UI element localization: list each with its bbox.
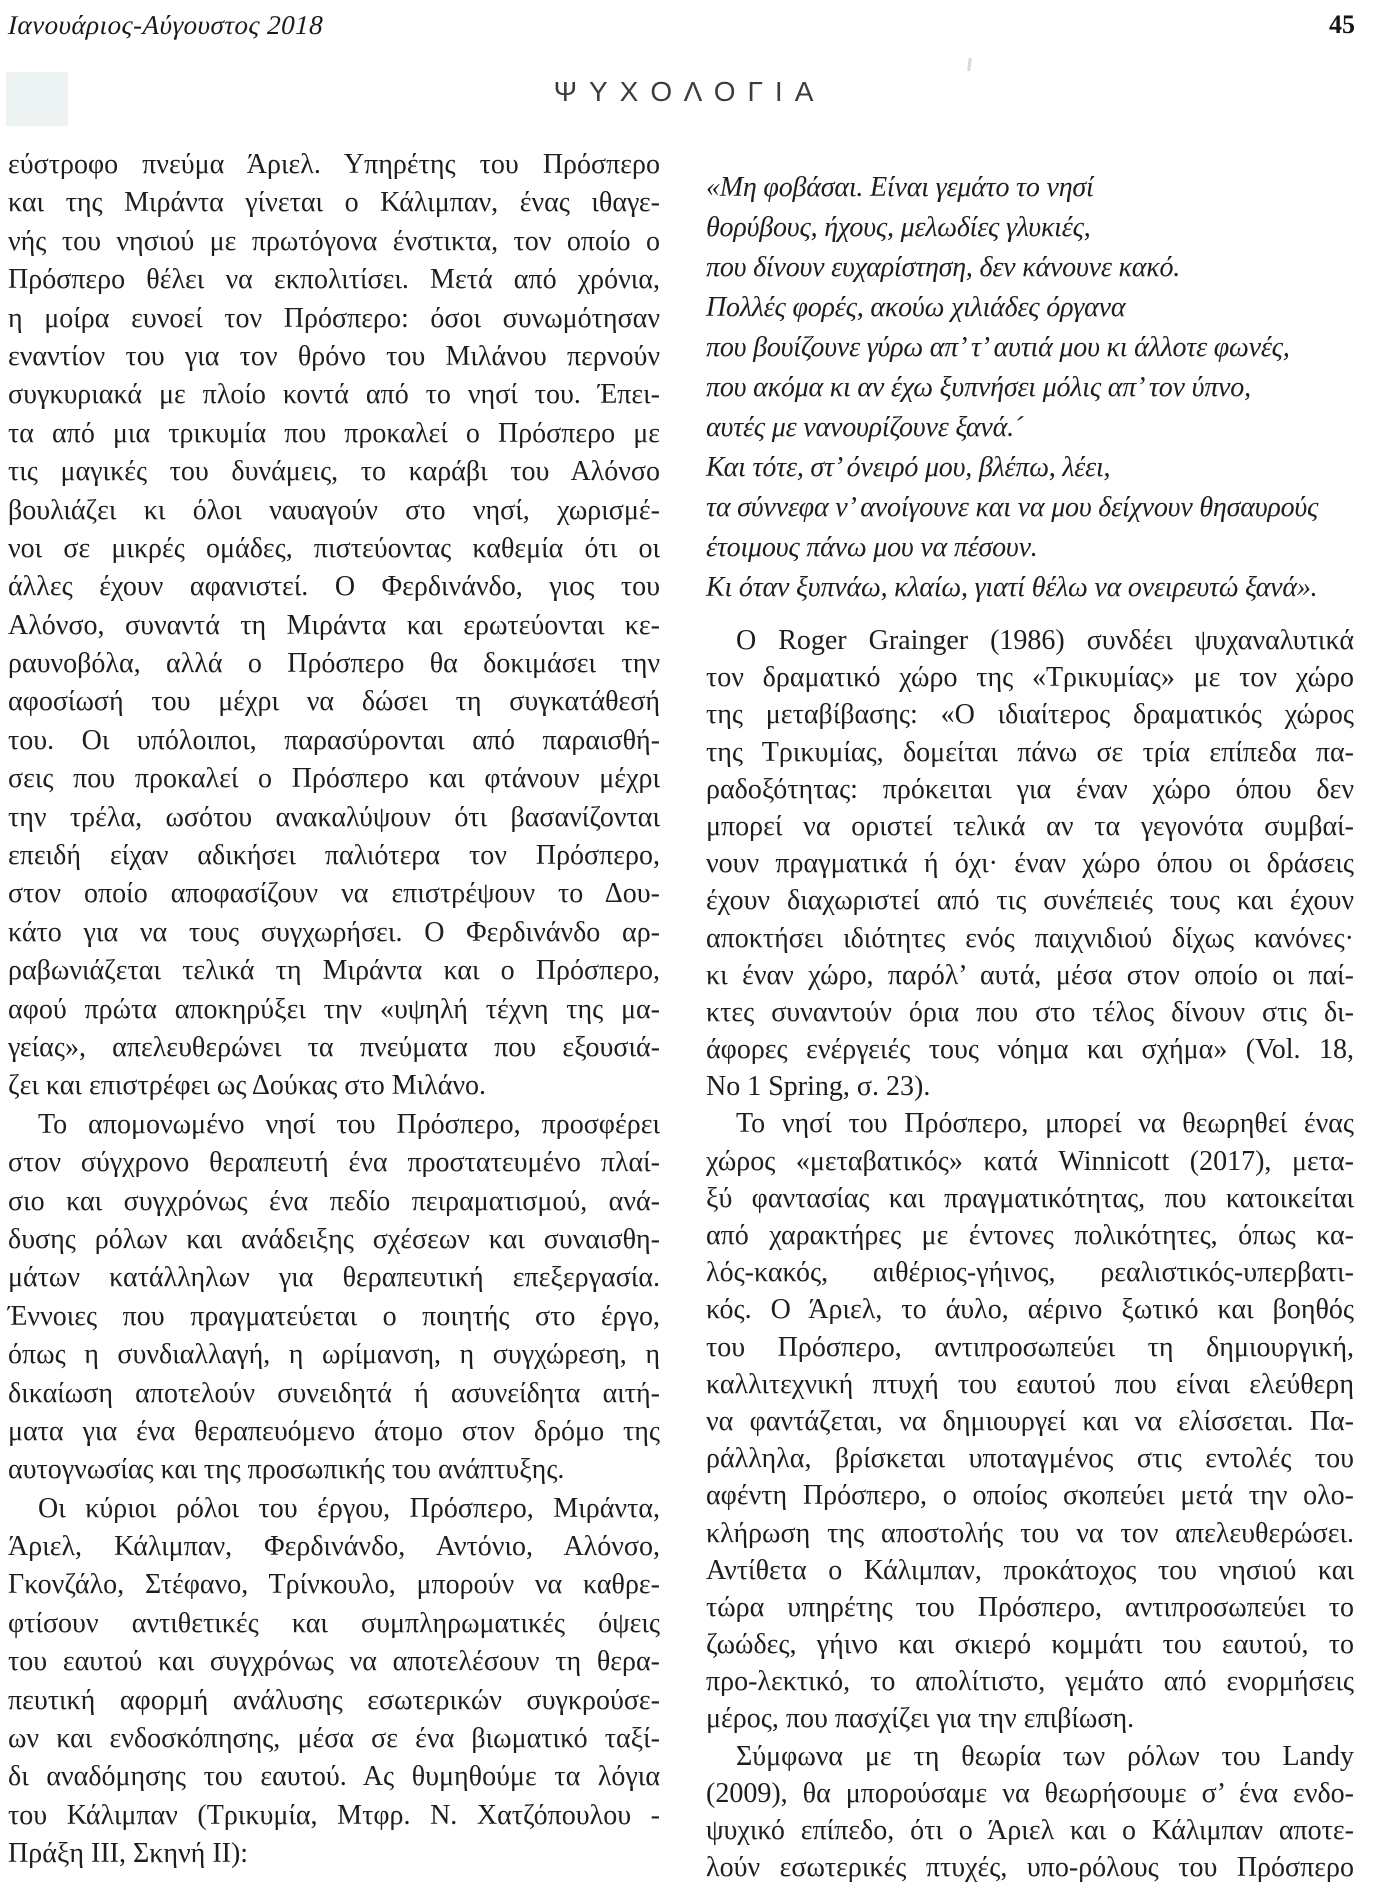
text-line: μέρος, που πασχίζει για την επιβίωση.: [706, 1703, 1135, 1735]
text-line: αφοσίωσή του μέχρι να δώσει τη συγκατάθεσή: [8, 686, 660, 718]
poem-line: «Μη φοβάσαι. Είναι γεμάτο το νησί: [706, 172, 1094, 203]
text-line: βουλιάζει κι όλοι ναυαγούν στο νησί, χωρισμέ-: [8, 494, 660, 526]
text-line: μπορεί να οριστεί τελικά αν τα γεγονότα συμβαί-: [706, 810, 1354, 842]
text-line: τον δραματικό χώρο της «Τρικυμίας» με τον χώρο: [706, 662, 1354, 694]
text-line: άλλες έχουν αφανιστεί. Ο Φερδινάνδο, γιος του: [8, 571, 660, 603]
text-line: δι αναδόμησης του εαυτού. Ας θυμηθούμε τα λόγια: [8, 1761, 660, 1793]
text-line: λός-κακός, αιθέριος-γήινος, ρεαλιστικός-υπερβατι-: [706, 1257, 1354, 1289]
text-line: τις μαγικές του δυνάμεις, το καράβι του Αλόνσο: [8, 456, 660, 488]
text-line: εύστροφο πνεύμα Άριελ. Υπηρέτης του Πρόσπερο: [8, 149, 660, 180]
right-text-column: [706, 168, 1354, 1886]
text-line: φτίσουν αντιθετικές και συμπληρωματικές όψεις: [8, 1607, 660, 1639]
text-line: και της Μιράντα γίνεται ο Κάλιμπαν, ένας ιθαγε-: [8, 187, 660, 219]
text-line: άφορες ενέργειές τους νόημα και σχήμα» (Vol. 18,: [706, 1034, 1354, 1066]
poem-line: θορύβους, ήχους, μελωδίες γλυκιές,: [706, 212, 1091, 243]
text-line: στον σύγχρονο θεραπευτή ένα προστατευμένο πλαί-: [8, 1147, 660, 1179]
section-title: ΨΥΧΟΛΟΓΙΑ: [553, 76, 826, 107]
text-line: από χαρακτήρες με έντονες πολικότητες, όπως κα-: [706, 1220, 1354, 1251]
text-line: Οι κύριοι ρόλοι του έργου, Πρόσπερο, Μιράντα,: [38, 1492, 660, 1524]
text-line: η μοίρα ευνοεί τον Πρόσπερο: όσοι συνωμότησαν: [8, 302, 660, 334]
paragraph: [8, 146, 660, 1106]
text-line: ζωώδες, γήινο και σκιερό κομμάτι του εαυτού, το: [706, 1629, 1354, 1661]
text-line: πευτική αφορμή ανάλυσης εσωτερικών συγκρούσε-: [8, 1684, 660, 1716]
text-line: ραυνοβόλα, αλλά ο Πρόσπερο θα δοκιμάσει την: [8, 648, 660, 680]
poem-line: Και τότε, στ’ όνειρό μου, βλέπω, λέει,: [706, 452, 1111, 483]
paragraph: [8, 1490, 660, 1874]
text-line: Το νησί του Πρόσπερο, μπορεί να θεωρηθεί ένας: [736, 1108, 1354, 1140]
text-line: χώρος «μεταβατικός» κατά Winnicott (2017), μετα-: [706, 1145, 1354, 1177]
text-line: εναντίον του για τον θρόνο του Μιλάνου περνούν: [8, 340, 660, 372]
poem-line: αυτές με νανουρίζουνε ξανά.´: [706, 412, 1024, 443]
text-line: Έννοιες που πραγματεύεται ο ποιητής στο έργο,: [8, 1300, 660, 1332]
page-header: [8, 10, 1355, 41]
text-line: Το απομονωμένο νησί του Πρόσπερο, προσφέρει: [38, 1108, 660, 1140]
left-text-column: [8, 146, 660, 1874]
poem-line: που δίνουν ευχαρίστηση, δεν κάνουνε κακό.: [706, 252, 1181, 283]
text-line: συγκυριακά με πλοίο κοντά από το νησί του. Έπει-: [8, 379, 660, 411]
text-line: νουν πραγματικά ή όχι· έναν χώρο όπου οι δράσεις: [706, 848, 1354, 880]
text-line: δικαίωση αποτελούν συνειδητά ή ασυνείδητα αιτή-: [8, 1377, 660, 1409]
text-line: δυσης ρόλων και ανάδειξης σχέσεων και συναισθη-: [8, 1223, 660, 1255]
poem-quote-block: [706, 168, 1354, 608]
text-line: Πρόσπερο θέλει να εκπολιτίσει. Μετά από χρόνια,: [8, 264, 660, 296]
text-line: Σύμφωνα με τη θεωρία των ρόλων του Landy: [736, 1740, 1354, 1772]
text-line: αυτογνωσίας και της προσωπικής του ανάπτυξης.: [8, 1454, 565, 1486]
text-line: του εαυτού και συγχρόνως να αποτελέσουν τη θερα-: [8, 1646, 660, 1678]
text-line: νοι σε μικρές ομάδες, πιστεύοντας καθεμία ότι οι: [8, 532, 660, 564]
text-line: Αλόνσο, συναντά τη Μιράντα και ερωτεύονται κε-: [8, 609, 660, 641]
text-line: σιο και συγχρόνως ένα πεδίο πειραματισμού, ανά-: [8, 1185, 660, 1217]
text-line: του Κάλιμπαν (Τρικυμία, Μτφρ. Ν. Χατζόπουλου -: [8, 1799, 660, 1831]
poem-line: τα σύννεφα ν’ ανοίγουνε και να μου δείχνουν θησαυρούς: [706, 492, 1319, 523]
paragraph: [706, 622, 1354, 1105]
text-line: Αντίθετα ο Κάλιμπαν, προκάτοχος του νησιού και: [706, 1554, 1354, 1586]
text-line: κάτο για να τους συγχωρήσει. Ο Φερδινάνδο αρ-: [8, 916, 660, 948]
text-line: Πράξη ΙΙΙ, Σκηνή ΙΙ):: [8, 1838, 249, 1870]
text-line: της Τρικυμίας, δομείται πάνω σε τρία επίπεδα πα-: [706, 736, 1354, 768]
text-line: κι έναν χώρο, παρόλ’ αυτά, μέσα στον οποίο οι παί-: [706, 959, 1354, 991]
text-line: προ-λεκτικό, το απολίτιστο, γεμάτο από ενορμήσεις: [706, 1666, 1354, 1698]
text-line: τα από μια τρικυμία που προκαλεί ο Πρόσπερο με: [8, 417, 660, 449]
page-number: 45: [1329, 10, 1355, 39]
poem-line: που βουίζουνε γύρω απ’ τ’ αυτιά μου κι άλλοτε φωνές,: [706, 332, 1290, 363]
text-line: αποκτήσει ιδιότητες ενός παιχνιδιού δίχως κανόνες·: [706, 922, 1354, 954]
text-line: επειδή είχαν αδικήσει παλιότερα τον Πρόσπερο,: [8, 840, 660, 872]
text-line: Γκονζάλο, Στέφανο, Τρίνκουλο, μπορούν να καθρε-: [8, 1569, 660, 1601]
text-line: ξύ φαντασίας και πραγματικότητας, που κατοικείται: [706, 1182, 1354, 1214]
text-line: της μεταβίβασης: «Ο ιδιαίτερος δραματικός χώρος: [706, 699, 1354, 731]
text-line: ραδοξότητας: πρόκειται για έναν χώρο όπου δεν: [706, 773, 1354, 805]
text-line: έχουν διαχωριστεί από τις συνέπειές τους και έχουν: [706, 885, 1354, 917]
poem-line: που ακόμα κι αν έχω ξυπνήσει μόλις απ’ τον ύπνο,: [706, 372, 1251, 403]
text-line: όπως η συνδιαλλαγή, η ωρίμανση, η συγχώρεση, η: [8, 1339, 660, 1371]
text-line: στον οποίο αποφασίζουν να επιστρέψουν το Δου-: [8, 878, 660, 910]
paragraph: [706, 1105, 1354, 1737]
text-line: ματα για ένα θεραπευόμενο άτομο στον δρόμο της: [8, 1415, 660, 1447]
text-line: ψυχικό επίπεδο, ότι ο Άριελ και ο Κάλιμπαν αποτε-: [706, 1815, 1354, 1846]
text-line: του Πρόσπερο, αντιπροσωπεύει τη δημιουργική,: [706, 1331, 1354, 1363]
text-line: σεις που προκαλεί ο Πρόσπερο και φτάνουν μέχρι: [8, 763, 660, 795]
text-line: γείας», απελευθερώνει τα πνεύματα που εξουσιά-: [8, 1031, 660, 1063]
text-line: ων και ενδοσκόπησης, μέσα σε ένα βιωματικό ταξί-: [8, 1723, 660, 1755]
text-line: κλήρωση της αποστολής του να τον απελευθερώσει.: [706, 1517, 1354, 1549]
text-line: No 1 Spring, σ. 23).: [706, 1071, 931, 1103]
text-line: αφέντη Πρόσπερο, ο οποίος σκοπεύει μετά την ολο-: [706, 1480, 1354, 1512]
text-line: να φαντάζεται, να δημιουργεί και να ελίσσεται. Πα-: [706, 1405, 1354, 1437]
poem-line: έτοιμους πάνω μου να πέσουν.: [706, 532, 1038, 563]
text-line: νής του νησιού με πρωτόγονα ένστικτα, τον οποίο ο: [8, 225, 660, 257]
paragraph: [706, 1738, 1354, 1887]
text-line: ράλληλα, βρίσκεται υποταγμένος στις εντολές του: [706, 1443, 1354, 1475]
poem-line: Πολλές φορές, ακούω χιλιάδες όργανα: [706, 292, 1126, 323]
text-line: (2009), θα μπορούσαμε να θεωρήσουμε σ’ ένα ενδο-: [706, 1777, 1354, 1809]
issue-date-label: Ιανουάριος-Αύγουστος 2018: [7, 10, 324, 40]
text-line: αφού πρώτα αποκηρύξει την «υψηλή τέχνη της μα-: [8, 993, 660, 1025]
text-line: του. Οι υπόλοιποι, παρασύρονται από παραισθή-: [8, 724, 660, 756]
text-line: την τρέλα, ωσότου ανακαλύψουν ότι βασανίζονται: [8, 801, 660, 833]
text-line: τώρα υπηρέτης του Πρόσπερο, αντιπροσωπεύει το: [706, 1591, 1354, 1623]
text-line: ζει και επιστρέφει ως Δούκας στο Μιλάνο.: [8, 1070, 487, 1102]
text-line: κός. Ο Άριελ, το άυλο, αέρινο ξωτικό και βοηθός: [706, 1294, 1354, 1326]
text-line: κτες συναντούν όρια που στο τέλος δίνουν στις δι-: [706, 996, 1354, 1028]
text-line: καλλιτεχνική πτυχή του εαυτού που είναι ελεύθερη: [706, 1368, 1354, 1400]
text-line: ραβωνιάζεται τελικά τη Μιράντα και ο Πρόσπερο,: [8, 955, 660, 987]
text-line: Ο Roger Grainger (1986) συνδέει ψυχαναλυτικά: [736, 625, 1354, 656]
scan-artifact-speck: [967, 58, 972, 71]
text-line: Άριελ, Κάλιμπαν, Φερδινάνδο, Αντόνιο, Αλόνσο,: [8, 1531, 660, 1563]
poem-line: Κι όταν ξυπνάω, κλαίω, γιατί θέλω να ονειρευτώ ξανά».: [706, 572, 1318, 603]
paragraph: [8, 1106, 660, 1490]
text-line: λούν εσωτερικές πτυχές, υπο-ρόλους του Πρόσπερο: [706, 1852, 1354, 1884]
text-line: μάτων κατάλληλων για θεραπευτική επεξεργασία.: [8, 1262, 660, 1294]
